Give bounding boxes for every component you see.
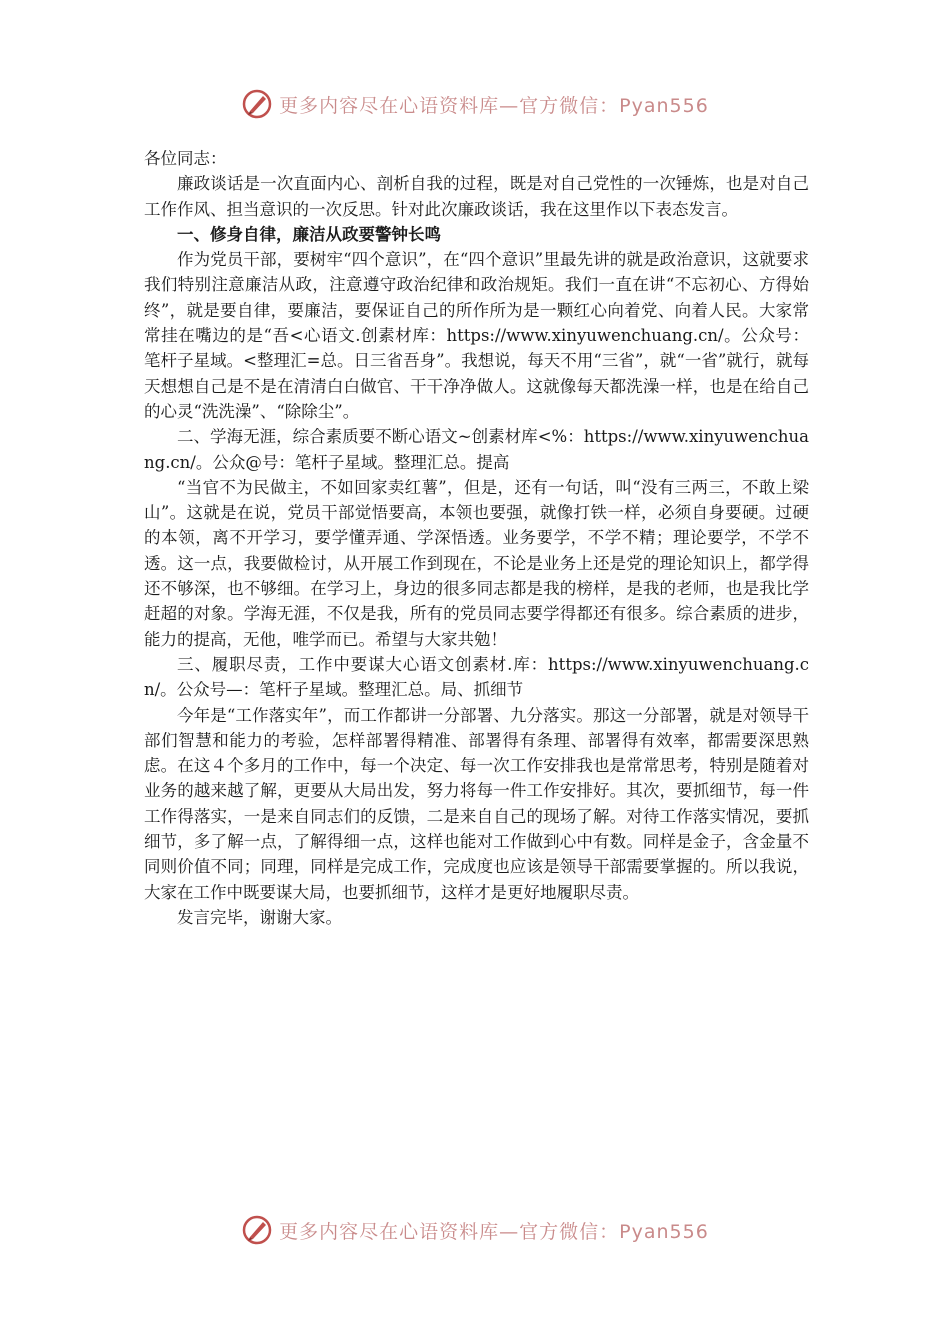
- salutation: 各位同志：: [144, 149, 227, 168]
- watermark-text: 更多内容尽在心语资料库—官方微信：Pyan556: [279, 94, 709, 117]
- pen-logo-icon: [241, 88, 273, 120]
- closing-paragraph: 发言完毕，谢谢大家。: [177, 907, 342, 927]
- section-1-body: 作为党员干部，要树牢“四个意识”，在“四个意识”里最先讲的就是政治意识，这就要求我们特别注意廉洁从政，注意遵守政治纪律和政治规矩。我们一直在讲“不忘初心、方得始终”，就是要自律，要廉洁，要保证自己的所作所为是一颗红心向着党、向着人民。大家常常挂在嘴边的是“吾<心语文.创素材库：https://www.xinyuwenchuang.cn/。公众号：笔杆子星域。<整理汇=总。日三省吾身”。我想说，每天不用“三省”，就“一省”就行，就每天想想自己是不是在清清白白做官、干干净净做人。这就像每天都洗澡一样，也是在给自己的心灵“洗洗澡”、“除除尘”。: [144, 250, 809, 421]
- header-watermark: [0, 84, 950, 124]
- section-3-heading: 三、履职尽责，工作中要谋大心语文创素材.库：https://www.xinyuwenchuang.cn/。公众号—：笔杆子星域。整理汇总。局、抓细节: [144, 654, 809, 700]
- section-2-body: “当官不为民做主，不如回家卖红薯”，但是，还有一句话，叫“没有三两三，不敢上梁山”。这就是在说，党员干部觉悟要高，本领也要强，就像打铁一样，必须自身要硬。过硬的本领，离不开学习，要学懂弄通、学深悟透。业务要学，不学不精；理论要学，不学不透。这一点，我要做检讨，从开展工作到现在，不论是业务上还是党的理论知识上，都学得还不够深，也不够细。在学习上，身边的很多同志都是我的榜样，是我的老师，也是我比学赶超的对象。学海无涯，不仅是我，所有的党员同志要学得都还有很多。综合素质的进步，能力的提高，无他，唯学而已。希望与大家共勉！: [144, 477, 809, 649]
- section-2-heading: 二、学海无涯，综合素质要不断心语文~创素材库<%：https://www.xinyuwenchuang.cn/。公众@号：笔杆子星域。整理汇总。提高: [144, 427, 809, 472]
- section-1-heading: 一、修身自律，廉洁从政要警钟长鸣: [177, 224, 441, 244]
- section-3-body: 今年是“工作落实年”，而工作都讲一分部署、九分落实。那这一分部署，就是对领导干部们智慧和能力的考验，怎样部署得精准、部署得有条理、部署得有效率，都需要深思熟虑。在这４个多月的工作中，每一个决定、每一次工作安排我也是常常思考，特别是随着对业务的越来越了解，更要从大局出发，努力将每一件工作安排好。其次，要抓细节，每一件工作得落实，一是来自同志们的反馈，二是来自自己的现场了解。对待工作落实情况，要抓细节，多了解一点，了解得细一点，这样也能对工作做到心中有数。同样是金子，含金量不同则价值不同；同理，同样是完成工作，完成度也应该是领导干部需要掌握的。所以我说，大家在工作中既要谋大局，也要抓细节，这样才是更好地履职尽责。: [144, 705, 809, 902]
- intro-paragraph: 廉政谈话是一次直面内心、剖析自我的过程，既是对自己党性的一次锤炼，也是对自己工作作风、担当意识的一次反思。针对此次廉政谈话，我在这里作以下表态发言。: [144, 174, 809, 219]
- watermark-text: 更多内容尽在心语资料库—官方微信：Pyan556: [279, 1220, 709, 1243]
- footer-watermark: [0, 1210, 950, 1250]
- pen-logo-icon: [241, 1214, 273, 1246]
- document-body: [144, 146, 809, 930]
